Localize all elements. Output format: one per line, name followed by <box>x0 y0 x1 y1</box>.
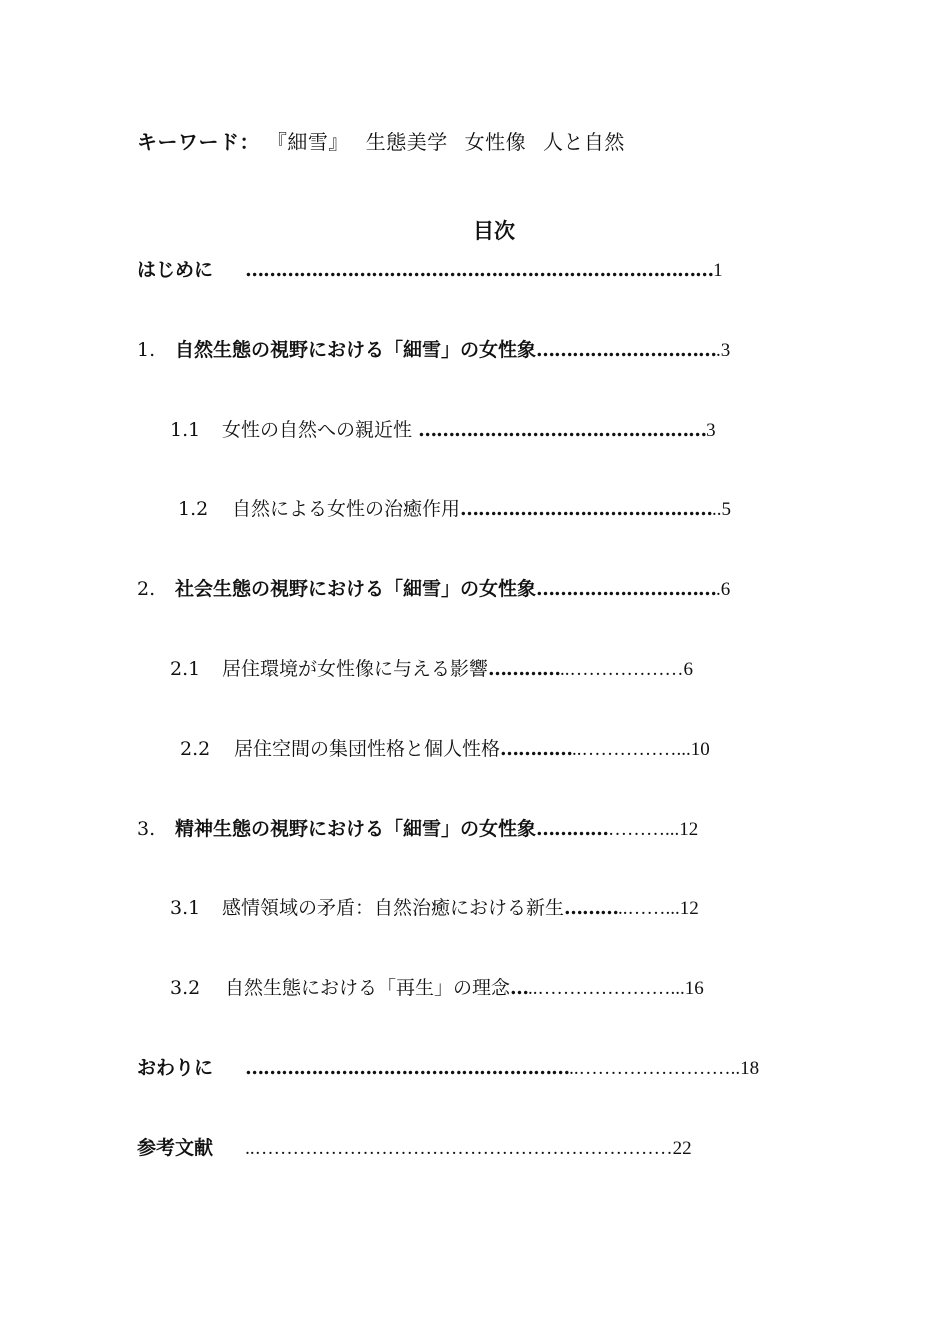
toc-entry-number: 2. <box>137 578 156 600</box>
toc-page-number: 12 <box>679 819 699 840</box>
toc-leader: …………………………………………………………………… <box>245 259 714 281</box>
toc-entry-number: 2.1 <box>170 658 201 680</box>
toc-entry-number: 1.2 <box>178 498 209 520</box>
toc-entry-title: 感情領域の矛盾：自然治癒における新生 <box>222 897 565 919</box>
toc-leader: ……… <box>564 897 619 919</box>
toc-entry-section-3-1[interactable] <box>170 895 699 922</box>
toc-leader: … <box>510 977 529 999</box>
toc-entry-section-2-2[interactable] <box>180 736 710 763</box>
toc-entry-section-1-2[interactable] <box>178 496 731 523</box>
toc-leader-tail: ..………………………………………………………… <box>245 1138 673 1159</box>
toc-leader: ………………………… <box>536 339 717 361</box>
toc-entry-title: 精神生態の視野における「細雪」の女性象 <box>175 818 537 840</box>
toc-leader: ………………………… <box>536 578 717 600</box>
toc-leader-tail: ..……………… <box>560 659 684 680</box>
toc-entry-title: 自然生態における「再生」の理念 <box>225 977 511 999</box>
toc-page-number: 3 <box>720 340 731 361</box>
toc-entry-number: 3.2 <box>170 977 201 999</box>
toc-entry-title: おわりに <box>137 1057 214 1079</box>
toc-entry-intro[interactable] <box>137 257 723 284</box>
toc-entry-title: 女性の自然への親近性 <box>222 419 413 441</box>
toc-leader-tail: ..…………………... <box>528 978 685 999</box>
keyword-item: 生態美学 <box>365 130 448 154</box>
toc-entry-title: 社会生態の視野における「細雪」の女性象 <box>175 578 537 600</box>
keywords-label: キーワード： <box>137 130 260 154</box>
toc-page-number: 22 <box>672 1138 692 1159</box>
toc-page-number: 18 <box>740 1058 760 1079</box>
toc-leader: ………… <box>500 738 573 760</box>
toc-entry-section-1-1[interactable] <box>170 417 716 444</box>
toc-leader-tail: ..…………………….. <box>569 1058 741 1079</box>
toc-entry-title: 居住空間の集団性格と個人性格 <box>234 738 501 760</box>
toc-entry-title: 居住環境が女性像に与える影響 <box>222 658 489 680</box>
toc-page-number: 5 <box>721 499 732 520</box>
toc-entry-title: 自然生態の視野における「細雪」の女性象 <box>175 339 537 361</box>
toc-page-number: 6 <box>720 579 731 600</box>
toc-entry-title: 自然による女性の治癒作用 <box>232 498 461 520</box>
toc-entry-chapter-2[interactable] <box>137 576 730 603</box>
toc-entry-chapter-3[interactable] <box>137 816 698 843</box>
toc-entry-references[interactable] <box>137 1135 692 1162</box>
toc-leader-tail: .. <box>712 499 722 520</box>
toc-entry-number: 3. <box>137 818 156 840</box>
toc-leader-tail: ..……………... <box>572 739 691 760</box>
toc-page-number: 6 <box>683 659 694 680</box>
toc-page-number: 3 <box>706 420 716 441</box>
toc-entry-number: 3.1 <box>170 897 201 919</box>
toc-entry-title: はじめに <box>137 259 214 281</box>
toc-leader-tail: . <box>716 340 721 361</box>
toc-entry-title: 参考文献 <box>137 1137 214 1159</box>
toc-page-number: 10 <box>690 739 710 760</box>
toc-leader-tail: . <box>716 579 721 600</box>
keywords-line <box>137 126 635 155</box>
keyword-item: 人と自然 <box>542 130 625 154</box>
toc-page-number: 1 <box>713 260 723 281</box>
keyword-item: 『細雪』 <box>266 130 349 154</box>
toc-leader-tail: ………... <box>608 819 680 840</box>
toc-entry-chapter-1[interactable] <box>137 337 730 364</box>
toc-entry-section-2-1[interactable] <box>170 656 693 683</box>
keyword-item: 女性像 <box>464 130 527 154</box>
toc-page-number: 12 <box>679 898 699 919</box>
toc-leader-tail: ..……... <box>618 898 680 919</box>
toc-leader: ………… <box>536 818 609 840</box>
toc-leader: ………………………………………… <box>418 419 707 441</box>
toc-entry-number: 2.2 <box>180 738 211 760</box>
toc-page-number: 16 <box>684 978 704 999</box>
toc-entry-number: 1. <box>137 339 156 361</box>
toc-leader: …………………………………… <box>460 498 713 520</box>
toc-entry-number: 1.1 <box>170 419 201 441</box>
toc-entry-section-3-2[interactable] <box>170 975 704 1002</box>
toc-leader: ……………………………………………… <box>245 1057 570 1079</box>
toc-entry-conclusion[interactable] <box>137 1055 759 1082</box>
toc-leader: ………… <box>488 658 561 680</box>
toc-title: 目次 <box>473 218 515 243</box>
